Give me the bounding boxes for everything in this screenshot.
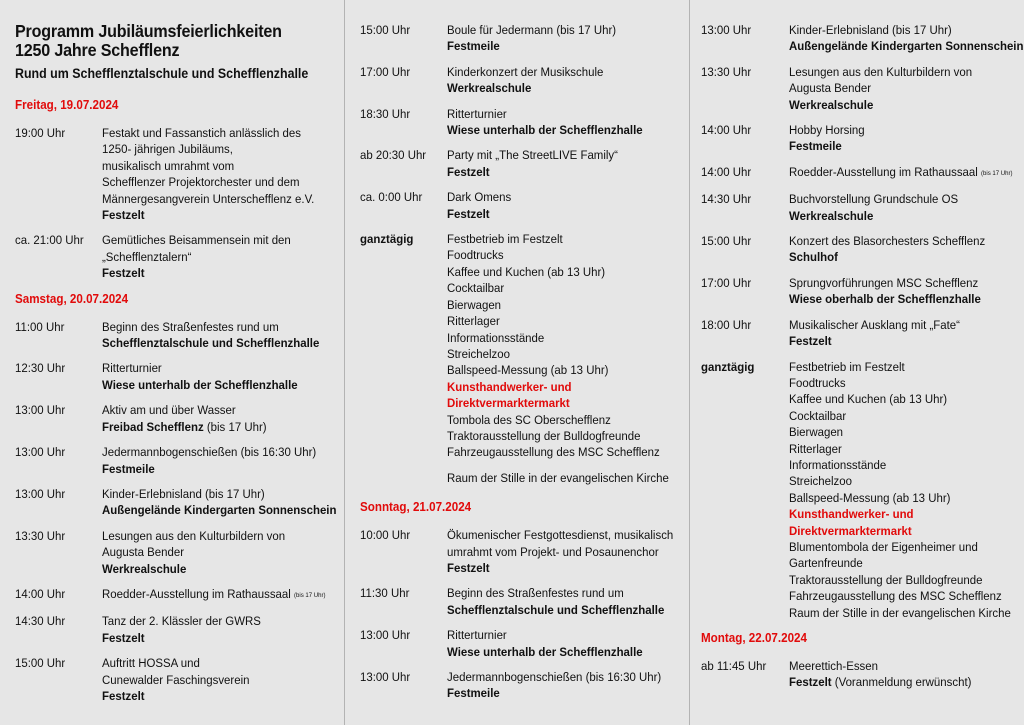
allday-item: Raum der Stille in der evangelischen Kirche xyxy=(447,470,669,485)
entry-location: Festzelt xyxy=(789,334,832,349)
schedule-entry xyxy=(15,125,336,223)
allday-item: Gartenfreunde xyxy=(789,556,863,571)
schedule-entry xyxy=(360,64,681,97)
entry-time: 19:00 Uhr xyxy=(15,126,66,140)
entry-note: (Voranmeldung erwünscht) xyxy=(831,675,972,690)
entry-text: Aktiv am und über Wasser xyxy=(102,403,236,418)
entry-text: Roedder-Ausstellung im Rathaussaal xyxy=(102,586,291,601)
allday-item: Kaffee und Kuchen (ab 13 Uhr) xyxy=(789,392,948,407)
entry-text: Ökumenischer Festgottesdienst, musikalisch xyxy=(447,528,674,543)
entry-text: Gemütliches Beisammensein mit den xyxy=(102,233,291,248)
allday-item: Raum der Stille in der evangelischen Kirche xyxy=(789,605,1011,620)
schedule-entry xyxy=(360,527,681,576)
schedule-entry xyxy=(360,147,681,180)
entry-time: 15:00 Uhr xyxy=(701,234,752,249)
entry-location: Festzelt xyxy=(447,164,490,179)
entry-text: Musikalischer Ausklang mit „Fate“ xyxy=(789,317,960,332)
entry-time: ganztägig xyxy=(701,359,755,374)
entry-text: Ritterturnier xyxy=(102,361,162,376)
allday-item: Cocktailbar xyxy=(447,281,505,296)
schedule-entry xyxy=(701,122,1018,155)
schedule-entry xyxy=(360,585,681,618)
entry-time: ca. 21:00 Uhr xyxy=(15,233,84,248)
entry-location: Festzelt xyxy=(789,675,832,690)
entry-location: Schefflenztalschule und Schefflenzhalle xyxy=(102,336,320,351)
allday-item: Festbetrieb im Festzelt xyxy=(789,359,905,374)
entry-time: 15:00 Uhr xyxy=(15,656,66,671)
allday-item: Ritterlager xyxy=(789,441,842,456)
entry-text: Cunewalder Faschingsverein xyxy=(102,672,250,687)
entry-time: 15:00 Uhr xyxy=(360,23,411,37)
entry-text: Beginn des Straßenfestes rund um xyxy=(447,586,624,601)
entry-text: Kinder-Erlebnisland (bis 17 Uhr) xyxy=(789,23,952,37)
allday-item: Ballspeed-Messung (ab 13 Uhr) xyxy=(447,363,609,378)
day-heading-sunday: Sonntag, 21.07.2024 xyxy=(360,500,472,515)
entry-location: Festzelt xyxy=(447,206,490,221)
page-subtitle: Rund um Schefflenztalschule und Schefflenzhalle xyxy=(15,66,309,81)
schedule-entry xyxy=(701,233,1018,266)
entry-small-note: (bis 17 Uhr) xyxy=(293,591,326,599)
entry-time: 11:30 Uhr xyxy=(360,586,410,601)
allday-item: Foodtrucks xyxy=(789,375,846,390)
allday-item: Bierwagen xyxy=(789,425,844,440)
entry-location: Werkrealschule xyxy=(102,561,187,576)
entry-location: Festzelt xyxy=(102,688,145,703)
entry-location: Festzelt xyxy=(102,266,145,281)
schedule-entry xyxy=(360,669,681,702)
entry-location: Wiese unterhalb der Schefflenzhalle xyxy=(102,377,298,392)
allday-item: Tombola des SC Oberschefflenz xyxy=(447,412,611,427)
entry-text: Jedermannbogenschießen (bis 16:30 Uhr) xyxy=(102,445,317,460)
entry-text: Konzert des Blasorchesters Schefflenz xyxy=(789,234,986,249)
entry-time: ab 20:30 Uhr xyxy=(360,148,427,163)
allday-item: Foodtrucks xyxy=(447,248,504,263)
entry-time: 18:30 Uhr xyxy=(360,106,411,121)
entry-time: 14:00 Uhr xyxy=(701,164,752,179)
entry-location: Wiese unterhalb der Schefflenzhalle xyxy=(447,123,643,138)
schedule-entry xyxy=(15,486,336,519)
schedule-entry xyxy=(15,586,336,604)
entry-text: 1250- jährigen Jubiläums, xyxy=(102,142,233,157)
entry-text: Männergesangverein Unterschefflenz e.V. xyxy=(102,191,315,206)
entry-note: (bis 17 Uhr) xyxy=(203,419,267,434)
page-title-line2: 1250 Jahre Schefflenz xyxy=(15,40,180,60)
allday-item: Ritterlager xyxy=(447,314,500,329)
entry-text: Party mit „The StreetLIVE Family“ xyxy=(447,148,618,163)
entry-time: 13:00 Uhr xyxy=(15,403,66,418)
allday-item: Blumentombola der Eigenheimer und xyxy=(789,539,978,554)
entry-text: Hobby Horsing xyxy=(789,123,865,138)
entry-location: Außengelände Kindergarten Sonnenschein xyxy=(102,503,337,518)
allday-item: Kaffee und Kuchen (ab 13 Uhr) xyxy=(447,264,606,279)
entry-time: 13:30 Uhr xyxy=(15,528,66,543)
entry-text: Kinderkonzert der Musikschule xyxy=(447,64,604,79)
entry-text: Augusta Bender xyxy=(789,81,872,96)
entry-location: Wiese oberhalb der Schefflenzhalle xyxy=(789,292,981,307)
entry-location: Werkrealschule xyxy=(789,208,874,223)
entry-text: Kinder-Erlebnisland (bis 17 Uhr) xyxy=(102,486,265,501)
entry-text: Augusta Bender xyxy=(102,545,185,560)
entry-text: Boule für Jedermann (bis 17 Uhr) xyxy=(447,23,617,37)
schedule-entry xyxy=(15,528,336,577)
schedule-entry xyxy=(701,164,1018,182)
entry-time: 13:30 Uhr xyxy=(701,64,752,79)
entry-time: 13:00 Uhr xyxy=(360,670,411,684)
schedule-entry xyxy=(701,191,1018,224)
entry-text: Beginn des Straßenfestes rund um xyxy=(102,319,279,334)
entry-time: 13:00 Uhr xyxy=(15,486,66,501)
allday-item: Informationsstände xyxy=(789,457,887,472)
entry-text: Auftritt HOSSA und xyxy=(102,656,200,671)
allday-highlight: Kunsthandwerker- und xyxy=(789,507,914,522)
allday-highlight: Kunsthandwerker- und xyxy=(447,379,572,394)
entry-time: 13:00 Uhr xyxy=(360,628,411,643)
allday-item: Informationsstände xyxy=(447,330,545,345)
entry-location: Außengelände Kindergarten Sonnenschein xyxy=(789,39,1024,54)
entry-text: Jedermannbogenschießen (bis 16:30 Uhr) xyxy=(447,670,662,684)
allday-highlight: Direktvermarktermarkt xyxy=(789,523,912,538)
allday-item: Fahrzeugausstellung des MSC Schefflenz xyxy=(447,445,660,460)
schedule-entry xyxy=(701,22,1024,55)
entry-text: Sprungvorführungen MSC Schefflenz xyxy=(789,275,979,290)
schedule-entry xyxy=(701,64,1018,113)
entry-location: Festmeile xyxy=(789,139,842,154)
entry-text: Buchvorstellung Grundschule OS xyxy=(789,192,959,207)
entry-text: Roedder-Ausstellung im Rathaussaal xyxy=(789,164,978,179)
entry-time: ab 11:45 Uhr xyxy=(701,659,767,673)
entry-time: 17:00 Uhr xyxy=(360,64,411,79)
entry-text: Tanz der 2. Klässler der GWRS xyxy=(102,614,261,629)
entry-location: Schulhof xyxy=(789,250,838,265)
entry-location: Festzelt xyxy=(102,630,145,645)
entry-time: 17:00 Uhr xyxy=(701,275,752,290)
column-3 xyxy=(690,0,1024,725)
column-1 xyxy=(0,0,344,725)
schedule-entry xyxy=(360,627,681,660)
entry-time: 14:00 Uhr xyxy=(15,586,66,601)
schedule-entry xyxy=(15,319,336,352)
schedule-entry xyxy=(15,655,336,704)
entry-time: 13:00 Uhr xyxy=(15,445,66,460)
entry-location: Werkrealschule xyxy=(789,97,874,112)
page-title: Programm Jubiläumsfeierlichkeiten xyxy=(15,21,282,41)
allday-item: Bierwagen xyxy=(447,297,502,312)
entry-text: Ritterturnier xyxy=(447,628,507,643)
entry-location: Schefflenztalschule und Schefflenzhalle xyxy=(447,602,665,617)
entry-text: Festakt und Fassanstich anlässlich des xyxy=(102,126,301,140)
schedule-entry-allday xyxy=(360,231,681,486)
entry-time: 14:30 Uhr xyxy=(15,614,66,629)
schedule-entry xyxy=(15,444,336,477)
entry-text: umrahmt vom Projekt- und Posaunenchor xyxy=(447,544,659,559)
entry-text: Ritterturnier xyxy=(447,106,507,121)
entry-time: 14:30 Uhr xyxy=(701,192,752,207)
entry-location: Festzelt xyxy=(102,208,145,223)
entry-time: 13:00 Uhr xyxy=(701,23,752,37)
entry-location: Festmeile xyxy=(102,461,155,476)
schedule-entry xyxy=(701,658,1018,691)
allday-item: Traktorausstellung der Bulldogfreunde xyxy=(789,572,983,587)
day-heading-friday: Freitag, 19.07.2024 xyxy=(15,98,119,112)
entry-text: Lesungen aus den Kulturbildern von xyxy=(789,64,973,79)
schedule-entry xyxy=(15,360,336,393)
entry-time: 18:00 Uhr xyxy=(701,317,752,332)
day-heading-saturday: Samstag, 20.07.2024 xyxy=(15,291,129,306)
allday-item: Fahrzeugausstellung des MSC Schefflenz xyxy=(789,589,1002,604)
schedule-entry xyxy=(15,613,336,646)
allday-item: Traktorausstellung der Bulldogfreunde xyxy=(447,428,641,443)
allday-item: Streichelzoo xyxy=(789,474,852,489)
allday-item: Cocktailbar xyxy=(789,408,847,423)
allday-item: Festbetrieb im Festzelt xyxy=(447,232,563,247)
schedule-entry xyxy=(15,232,336,281)
schedule-entry xyxy=(360,106,681,139)
entry-location: Festmeile xyxy=(447,39,500,54)
day-heading-monday: Montag, 22.07.2024 xyxy=(701,631,807,645)
entry-location: Wiese unterhalb der Schefflenzhalle xyxy=(447,644,643,659)
entry-text: Lesungen aus den Kulturbildern von xyxy=(102,528,286,543)
entry-time: 12:30 Uhr xyxy=(15,361,66,376)
entry-time: 14:00 Uhr xyxy=(701,123,752,138)
allday-item: Streichelzoo xyxy=(447,346,510,361)
entry-text: Meerettich-Essen xyxy=(789,659,878,673)
entry-text: Dark Omens xyxy=(447,190,512,205)
entry-time: ganztägig xyxy=(360,232,414,247)
schedule-entry xyxy=(701,317,1018,350)
allday-highlight: Direktvermarktermarkt xyxy=(447,396,570,411)
entry-location: Festmeile xyxy=(447,686,500,701)
entry-location: Festzelt xyxy=(447,560,490,575)
entry-location: Werkrealschule xyxy=(447,81,532,96)
column-2 xyxy=(345,0,689,725)
entry-text: musikalisch umrahmt vom xyxy=(102,158,235,173)
schedule-entry xyxy=(360,189,681,222)
entry-location: Freibad Schefflenz xyxy=(102,419,204,434)
schedule-entry xyxy=(360,22,681,55)
allday-item: Ballspeed-Messung (ab 13 Uhr) xyxy=(789,490,951,505)
entry-text: Schefflenzer Projektorchester und dem xyxy=(102,175,300,190)
entry-text: „Schefflenztalern“ xyxy=(102,249,192,264)
entry-time: 11:00 Uhr xyxy=(15,319,65,334)
schedule-entry-allday xyxy=(701,359,1018,622)
schedule-entry xyxy=(15,402,336,435)
entry-small-note: (bis 17 Uhr) xyxy=(980,169,1013,177)
schedule-entry xyxy=(701,275,1018,308)
entry-time: 10:00 Uhr xyxy=(360,528,411,543)
entry-time: ca. 0:00 Uhr xyxy=(360,190,423,205)
